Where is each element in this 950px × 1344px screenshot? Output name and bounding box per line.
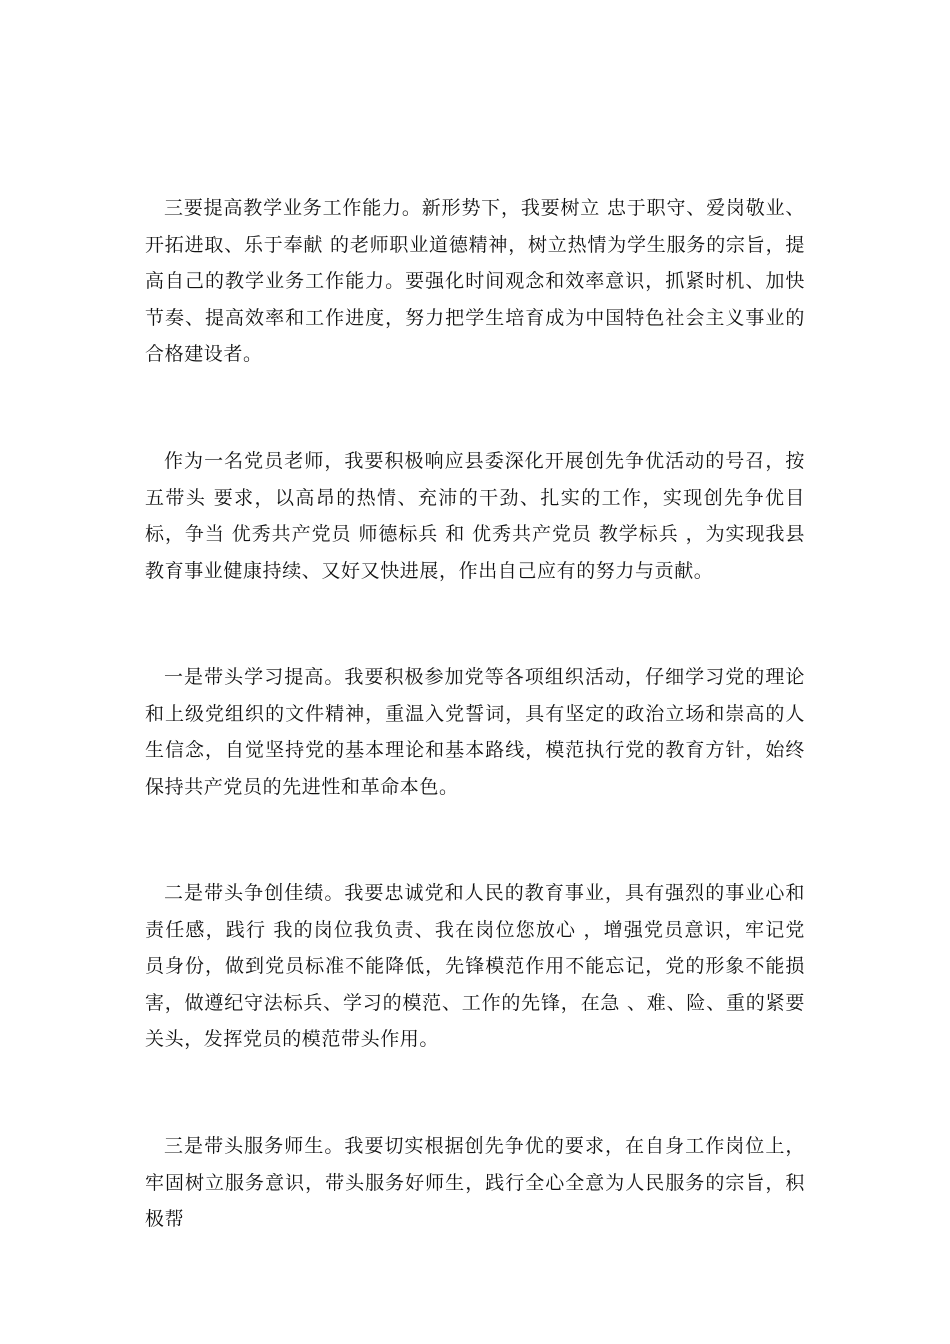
paragraph-lead-service: 三是带头服务师生。我要切实根据创先争优的要求，在自身工作岗位上，牢固树立服务意识，带头服务好师生，践行全心全意为人民服务的宗旨，积极帮: [145, 1135, 805, 1230]
paragraph-lead-learning: 一是带头学习提高。我要积极参加党等各项组织活动，仔细学习党的理论和上级党组织的文件精神，重温入党誓词，具有坚定的政治立场和崇高的人生信念，自觉坚持党的基本理论和基本路线，模范执行党的教育方针，始终保持共产党员的先进性和革命本色。: [145, 666, 805, 798]
paragraph-party-teacher: 作为一名党员老师，我要积极响应县委深化开展创先争优活动的号召，按 五带头 要求，以高昂的热情、充沛的干劲、扎实的工作，实现创先争优目标，争当 优秀共产党员 师德标兵 和 优秀共产党员 教学标兵 ，为实现我县教育事业健康持续、又好又快进展，作出自己应有的努力与贡献。: [145, 450, 805, 582]
paragraph-teaching-ability: 三要提高教学业务工作能力。新形势下，我要树立 忠于职守、爱岗敬业、开拓进取、乐于奉献 的老师职业道德精神，树立热情为学生服务的宗旨，提高自己的教学业务工作能力。要强化时间观念和效率意识，抓紧时机、加快节奏、提高效率和工作进度，努力把学生培育成为中国特色社会主义事业的合格建设者。: [145, 197, 805, 365]
paragraph-lead-achievement: 二是带头争创佳绩。我要忠诚党和人民的教育事业，具有强烈的事业心和责任感，践行 我的岗位我负责、我在岗位您放心 ，增强党员意识，牢记党员身份，做到党员标准不能降低，先锋模范作用不能忘记，党的形象不能损害，做遵纪守法标兵、学习的模范、工作的先锋，在急 、难、险、重的紧要关头，发挥党员的模范带头作用。: [145, 882, 805, 1050]
